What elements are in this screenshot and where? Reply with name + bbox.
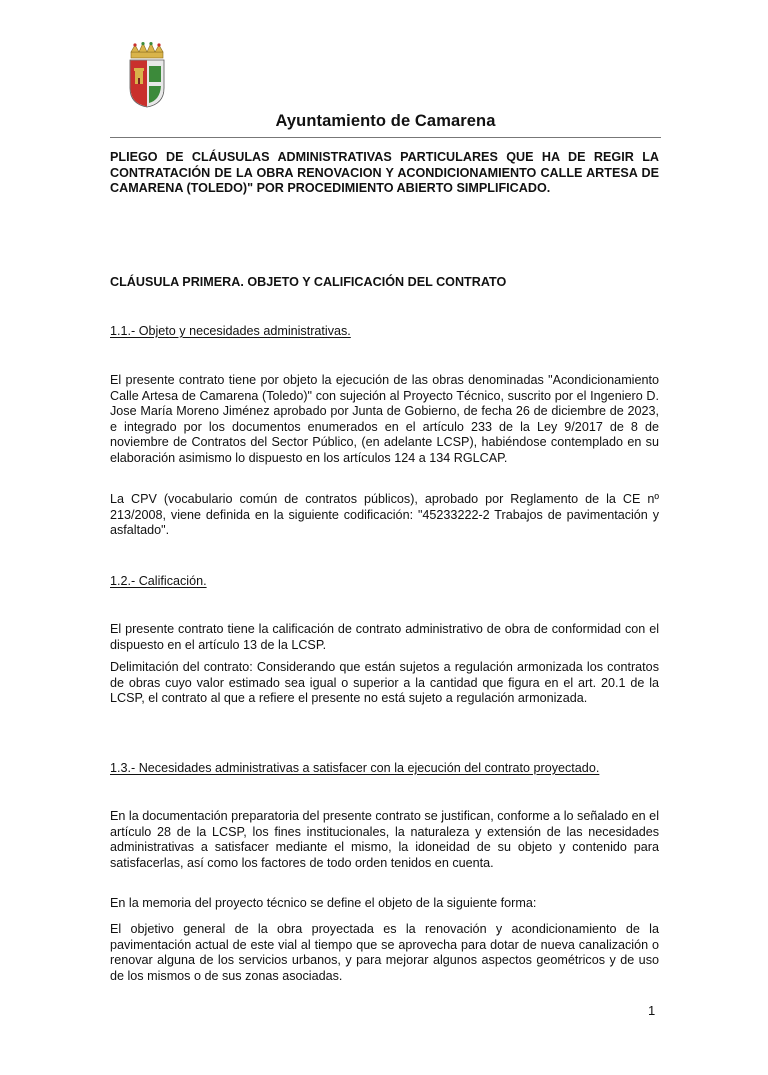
page-number: 1 bbox=[648, 1003, 656, 1018]
header-title: Ayuntamiento de Camarena bbox=[275, 112, 496, 130]
section-title-1-1: 1.1.- Objeto y necesidades administrativas. bbox=[110, 324, 351, 338]
header-divider bbox=[110, 137, 661, 138]
paragraph: En la memoria del proyecto técnico se define el objeto de la siguiente forma: bbox=[110, 896, 537, 910]
coat-of-arms-icon bbox=[127, 42, 167, 108]
paragraph: El presente contrato tiene por objeto la ejecución de las obras denominadas "Acondicionamiento Calle Artesa de Camarena (Toledo)" con sujeción al Proyecto Técnico, suscrito por el Ingeniero D. Jose María Moreno Jiménez aprobado por Junta de Gobierno, de fecha 26 de diciembre de 2023, e integrado por los documentos enumerados en el artículo 233 de la Ley 9/2017 de 8 de noviembre de Contratos del Sector Público, (en adelante LCSP), habiéndose contemplado en su elaboración asimismo lo dispuesto en los artículos 124 a 134 RGLCAP. bbox=[110, 373, 659, 465]
paragraph: El objetivo general de la obra proyectada es la renovación y acondicionamiento de la pavimentación actual de este vial al tiempo que se aprovecha para dotar de nueva canalización o renovar alguna de los servicios urbanos, y para mejorar algunos aspectos geométricos y de uso de los mismos o de sus zonas asociadas. bbox=[110, 922, 659, 983]
paragraph: Delimitación del contrato: Considerando que están sujetos a regulación armonizada los contratos de obras cuyo valor estimado sea igual o superior a la cantidad que figura en el art. 20.1 de la LCSP, el contrato al que a refiere el presente no está sujeto a regulación armonizada. bbox=[110, 660, 659, 705]
section-title-1-2: 1.2.- Calificación. bbox=[110, 574, 207, 588]
document-title: PLIEGO DE CLÁUSULAS ADMINISTRATIVAS PARTICULARES QUE HA DE REGIR LA CONTRATACIÓN DE LA OBRA RENOVACION Y ACONDICIONAMIENTO CALLE ARTESA DE CAMARENA (TOLEDO)" POR PROCEDIMIENTO ABIERTO SIMPLIFICADO. bbox=[110, 150, 659, 195]
paragraph: La CPV (vocabulario común de contratos públicos), aprobado por Reglamento de la CE nº 213/2008, viene definida en la siguiente codificación: "45233222-2 Trabajos de pavimentación y asfaltado". bbox=[110, 492, 659, 537]
paragraph: El presente contrato tiene la calificación de contrato administrativo de obra de conformidad con el dispuesto en el artículo 13 de la LCSP. bbox=[110, 622, 659, 652]
clause-heading: CLÁUSULA PRIMERA. OBJETO Y CALIFICACIÓN DEL CONTRATO bbox=[110, 275, 507, 289]
section-title-1-3: 1.3.- Necesidades administrativas a satisfacer con la ejecución del contrato proyectado. bbox=[110, 761, 600, 775]
paragraph: En la documentación preparatoria del presente contrato se justifican, conforme a lo señalado en el artículo 28 de la LCSP, los fines institucionales, la naturaleza y extensión de las necesidades administrativas a satisfacer mediante el mismo, la idoneidad de su objeto y contenido para satisfacerlas, así como los factores de todo orden tenidos en cuenta. bbox=[110, 809, 659, 870]
